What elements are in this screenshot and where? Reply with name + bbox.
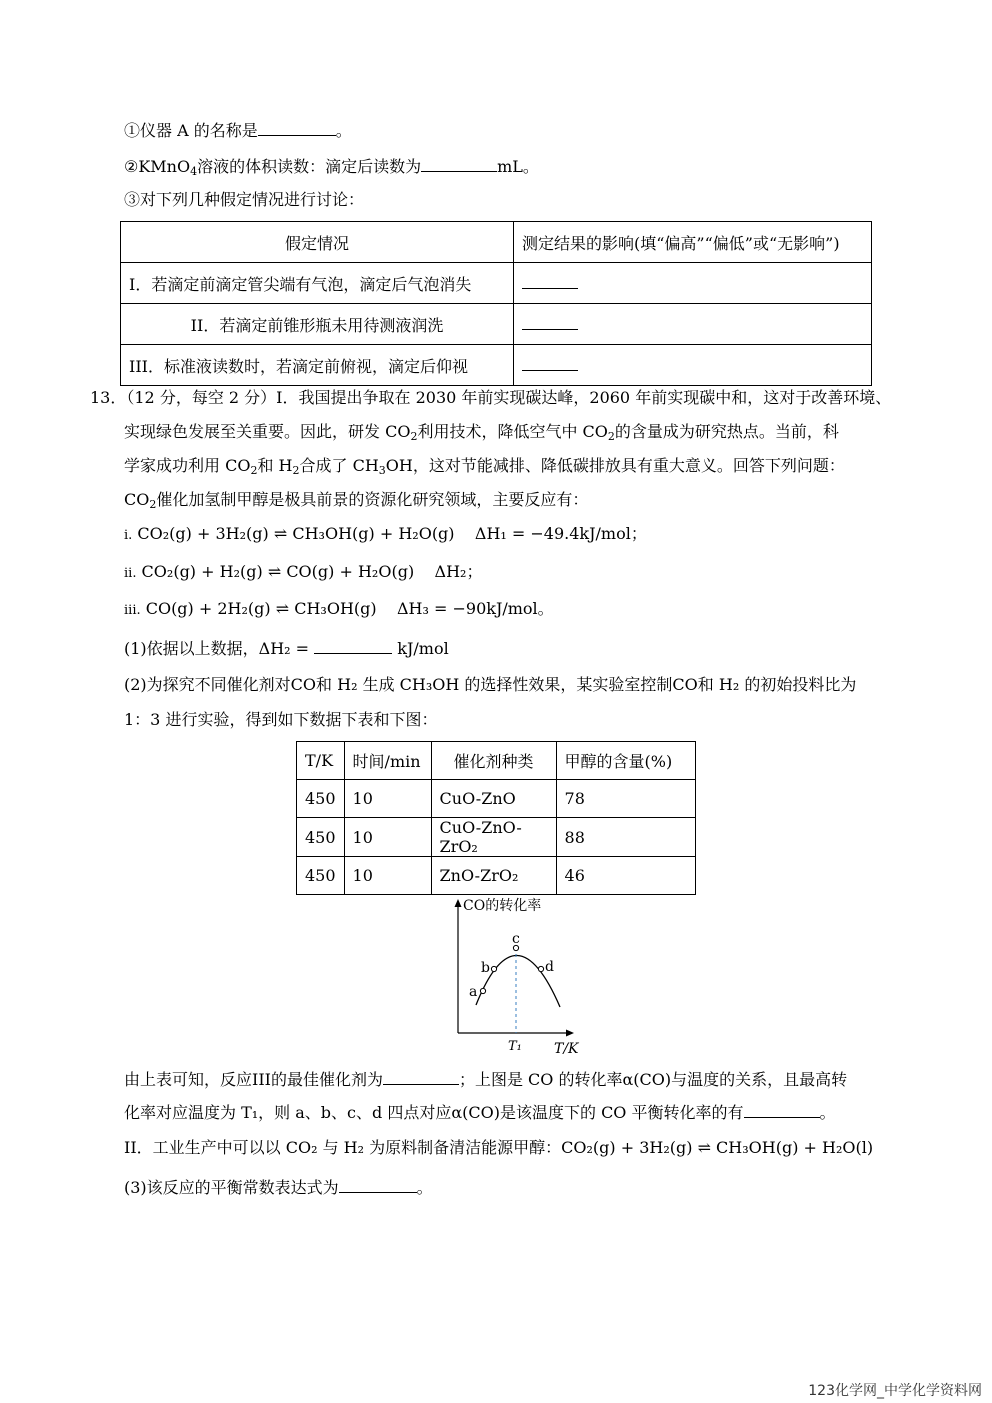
equilibrium-arrow-icon: ⇌ <box>273 524 288 543</box>
answer-blank-8[interactable] <box>744 1102 820 1118</box>
reaction-ii: ii. CO₂(g) + H₂(g) ⇌ CO(g) + H₂O(g) ΔH₂； <box>124 562 483 581</box>
col-header-methanol: 甲醇的含量(%) <box>556 742 695 780</box>
t1-label: T₁ <box>508 1039 522 1054</box>
answer-blank-4[interactable] <box>522 314 578 330</box>
q13-intro-1: 13．（12 分，每空 2 分）I．我国提出争取在 2030 年前实现碳达峰，2060 年前实现碳中和，这对于改善环境、 <box>90 388 892 407</box>
q13-part-2-answer-1: 由上表可知，反应III的最佳催化剂为 ；上图是 CO 的转化率α(CO)与温度的关系，且最高转 <box>124 1070 848 1089</box>
table-row: 450 10 CuO-ZnO 78 <box>297 780 696 818</box>
answer-blank-6[interactable] <box>314 638 392 654</box>
q12-item-1: ①仪器 A 的名称是 。 <box>124 121 352 140</box>
y-axis-label: CO的转化率 <box>463 898 542 914</box>
question-number: 13． <box>90 388 127 407</box>
q13-intro-3: 学家成功利用 $CO_2$和 $H_2$合成了 $CH_3OH$，这对节能减排、降低碳排放具有重大意义。回答下列问题： <box>124 456 845 477</box>
reaction-iii: iii. CO(g) + 2H₂(g) ⇌ CH₃OH(g) ΔH₃ = −90kJ/mol。 <box>124 599 554 618</box>
q13-part-1: (1)依据以上数据，ΔH₂ = kJ/mol <box>124 639 449 658</box>
q13-part-2-answer-2: 化率对应温度为 T₁，则 a、b、c、d 四点对应α(CO)是该温度下的 CO 平衡转化率的有 。 <box>124 1103 836 1122</box>
footer-watermark: 123化学网_中学化学资料网 <box>808 1383 982 1399</box>
answer-blank-3[interactable] <box>522 273 578 289</box>
answer-blank-1[interactable] <box>258 120 336 136</box>
q12-item-2: ②KMnO$_4$溶液的体积读数：滴定后读数为 mL。 <box>124 157 539 178</box>
col-header-catalyst: 催化剂种类 <box>431 742 556 780</box>
reaction-i: i. CO₂(g) + 3H₂(g) ⇌ CH₃OH(g) + H₂O(g) ΔH₁ = −49.4kJ/mol； <box>124 524 647 543</box>
answer-blank-9[interactable] <box>339 1177 417 1193</box>
table-row: 450 10 ZnO-ZrO₂ 46 <box>297 857 696 895</box>
q13-intro-2: 实现绿色发展至关重要。因此，研发 $CO_2$利用技术，降低空气中 $CO_2$的含量成为研究热点。当前，科 <box>124 422 839 443</box>
point-b <box>491 966 496 971</box>
table-row: 450 10 CuO-ZnO-ZrO₂ 88 <box>297 818 696 857</box>
point-d <box>538 966 543 971</box>
x-axis-arrow-icon <box>566 1030 574 1037</box>
point-label-d: d <box>545 959 554 975</box>
q12-table-row-1: I．若滴定前滴定管尖端有气泡，滴定后气泡消失 <box>121 263 514 304</box>
col-header-time: 时间/min <box>344 742 431 780</box>
answer-blank-5[interactable] <box>522 355 578 371</box>
co-conversion-graph <box>440 893 640 1063</box>
q12-table-row-2: II．若滴定前锥形瓶未用待测液润洗 <box>121 304 514 345</box>
equilibrium-arrow-icon: ⇌ <box>267 562 282 581</box>
q13-section-ii: II．工业生产中可以以 CO₂ 与 H₂ 为原料制备清洁能源甲醇：CO₂(g) + 3H₂(g) ⇌ CH₃OH(g) + H₂O(l) <box>124 1138 874 1157</box>
col-header-temp: T/K <box>297 742 345 780</box>
answer-blank-2[interactable] <box>421 156 497 172</box>
q12-table <box>120 221 872 386</box>
point-a <box>480 988 485 993</box>
q12-item-3: ③对下列几种假定情况进行讨论： <box>124 190 365 209</box>
y-axis-arrow-icon <box>455 899 462 907</box>
q12-table-row-3: III．标准液读数时，若滴定前俯视，滴定后仰视 <box>121 345 514 386</box>
q13-part-2-line2: 1：3 进行实验，得到如下数据下表和下图： <box>124 710 438 729</box>
q13-part-2-line1: (2)为探究不同催化剂对CO和 H₂ 生成 CH₃OH 的选择性效果，某实验室控制CO和 H₂ 的初始投料比为 <box>124 675 857 694</box>
point-label-a: a <box>469 984 478 1000</box>
q12-table-header-2: 测定结果的影响(填“偏高”“偏低”或“无影响”) <box>514 222 872 263</box>
q13-part-3: (3)该反应的平衡常数表达式为 。 <box>124 1178 433 1197</box>
point-label-b: b <box>481 960 490 976</box>
equilibrium-arrow-icon: ⇌ <box>275 599 290 618</box>
x-axis-label: T/K <box>554 1041 579 1057</box>
point-label-c: c <box>512 931 520 947</box>
q12-table-header-1: 假定情况 <box>121 222 514 263</box>
answer-blank-7[interactable] <box>383 1069 459 1085</box>
q13-intro-4: $CO_2$催化加氢制甲醇是极具前景的资源化研究领域，主要反应有： <box>124 490 589 511</box>
table-header-row <box>297 742 696 780</box>
catalyst-table <box>296 741 696 895</box>
